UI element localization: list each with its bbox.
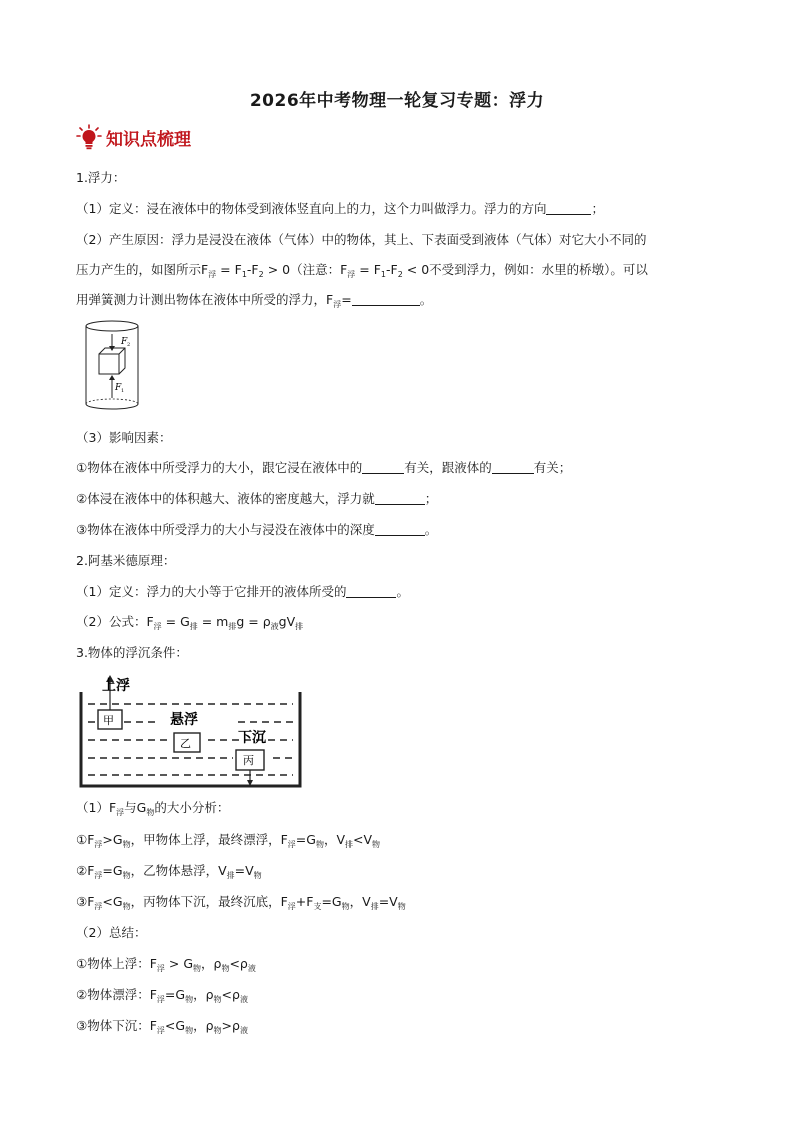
fill-blank xyxy=(492,461,534,474)
fill-blank xyxy=(346,585,396,598)
fill-blank xyxy=(375,523,425,536)
fill-blank xyxy=(362,461,404,474)
text-line: （2）产生原因：浮力是浸没在液体（气体）中的物体，其上、下表面受到液体（气体）对它大小不同的 xyxy=(76,232,647,247)
svg-text:2: 2 xyxy=(127,342,131,348)
svg-text:乙: 乙 xyxy=(180,737,191,750)
page-title: 2026年中考物理一轮复习专题：浮力 xyxy=(249,91,545,111)
text-line: $③F_浮<G_物$，丙物体下沉，最终沉底，$F_浮+F_支=G_物$，$V_排=V_物$ xyxy=(76,894,406,911)
text-line: $②F_浮=G_物$，乙物体悬浮，$V_排=V_物$ xyxy=(76,863,262,880)
fill-blank xyxy=(546,202,591,215)
svg-text:F: F xyxy=(115,383,122,393)
text-line: ①物体在液体中所受浮力的大小，跟它浸在液体中的 有关，跟液体的 有关； xyxy=(76,460,572,475)
svg-text:下沉: 下沉 xyxy=(238,730,266,746)
svg-text:1: 1 xyxy=(121,388,125,394)
buoyancy-cylinder-figure xyxy=(84,318,144,414)
heading-buoyancy: 1.浮力： xyxy=(76,170,126,185)
heading-float-sink: 3.物体的浮沉条件： xyxy=(76,645,188,660)
text-line: （3）影响因素： xyxy=(76,430,172,445)
svg-text:甲: 甲 xyxy=(103,714,114,727)
fill-blank xyxy=(375,492,425,505)
text-line: ①物体上浮：$F_浮 > G_物$，$\rho_物<\rho_液$ xyxy=(76,956,256,973)
text-line: （1）定义：浸在液体中的物体受到液体竖直向上的力，这个力叫做浮力。浮力的方向 ； xyxy=(76,201,604,216)
text-line: ②物体漂浮：$F_浮=G_物$，$\rho_物<\rho_液$ xyxy=(76,987,248,1004)
text-line: 用弹簧测力计测出物体在液体中所受的浮力，$F_浮=$ 。 xyxy=(76,292,433,309)
svg-text:悬浮: 悬浮 xyxy=(170,712,198,728)
svg-text:F: F xyxy=(121,337,128,347)
section-heading xyxy=(76,124,191,150)
formula-line: （2）公式：$F_浮 = G_排 = m_排g = \rho_液gV_排$ xyxy=(76,614,304,631)
float-sink-figure xyxy=(78,672,304,792)
svg-text:上浮: 上浮 xyxy=(102,678,130,694)
text-line: 压力产生的，如图所示$F_浮 = F_1-F_2 > 0$（注意：$F_浮 = F_1-F_2 < 0$不受到浮力，例如：水里的桥墩）。可以 xyxy=(76,262,648,279)
text-line: $(1)F_浮$与$G_物$的大小分析： xyxy=(76,800,230,817)
text-line: （2）总结： xyxy=(76,925,147,940)
svg-text:丙: 丙 xyxy=(243,754,254,767)
text-line: $①F_浮>G_物$，甲物体上浮，最终漂浮，$F_浮=G_物$，$V_排<V_物$ xyxy=(76,832,381,849)
text-line: ③物体下沉：$F_浮<G_物$，$\rho_物>\rho_液$ xyxy=(76,1018,248,1035)
section-heading-label: 知识点梳理 xyxy=(106,129,191,150)
heading-archimedes: 2.阿基米德原理： xyxy=(76,553,176,568)
text-line: ③物体在液体中所受浮力的大小与浸没在液体中的深度 。 xyxy=(76,522,438,537)
text-line: ②体浸在液体中的体积越大、液体的密度越大，浮力就 ； xyxy=(76,491,438,506)
fill-blank xyxy=(352,293,420,306)
text-line: （1）定义：浮力的大小等于它排开的液体所受的 。 xyxy=(76,584,409,599)
lightbulb-icon xyxy=(76,124,102,150)
